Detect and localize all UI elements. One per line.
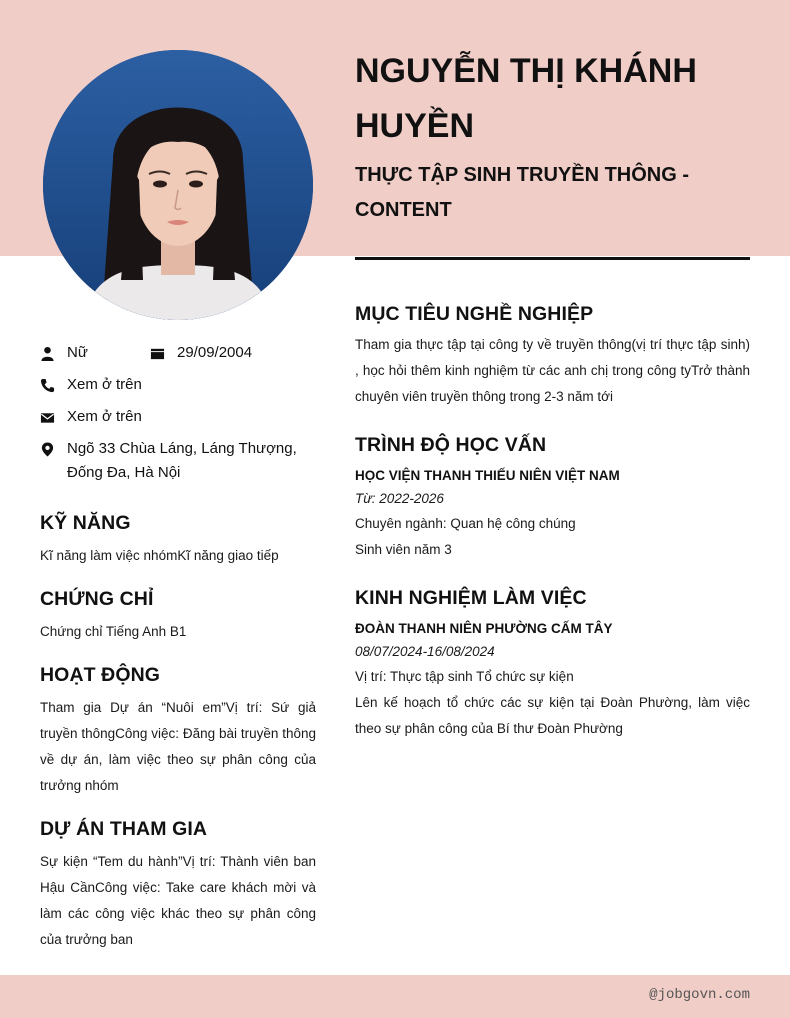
email-value: Xem ở trên: [67, 408, 142, 425]
projects-title: DỰ ÁN THAM GIA: [40, 818, 208, 840]
certificates-content: Chứng chỉ Tiếng Anh B1: [40, 624, 187, 639]
full-name: NGUYỄN THỊ KHÁNH HUYỀN: [355, 52, 697, 145]
objective-title: MỤC TIÊU NGHỀ NGHIỆP: [355, 303, 594, 325]
skills-content: Kĩ năng làm việc nhómKĩ năng giao tiếp: [40, 548, 279, 563]
education-major: Chuyên ngành: Quan hệ công chúng: [355, 516, 576, 531]
birthdate-row: [150, 341, 252, 365]
gender-row: [40, 341, 88, 365]
education-year: Sinh viên năm 3: [355, 542, 452, 557]
email-row: [40, 405, 142, 429]
education-title: TRÌNH ĐỘ HỌC VẤN: [355, 434, 547, 456]
certificates-title: CHỨNG CHỈ: [40, 588, 154, 610]
address-row: [40, 437, 325, 485]
education-school: HỌC VIỆN THANH THIẾU NIÊN VIỆT NAM: [355, 468, 620, 483]
location-pin-icon: [40, 437, 55, 461]
objective-content: Tham gia thực tập tại công ty về truyền thông(vị trí thực tập sinh) , học hỏi thêm kinh nghiệm từ các anh chị trong công tyTrở thành chuyên viên truyền thông trong 2-3 năm tới: [355, 337, 750, 404]
profile-photo: [43, 50, 313, 320]
education-period: Từ: 2022-2026: [355, 491, 444, 506]
person-icon: [40, 341, 55, 365]
gender-value: Nữ: [67, 344, 88, 361]
phone-row: [40, 373, 142, 397]
experience-title: KINH NGHIỆM LÀM VIỆC: [355, 587, 587, 609]
skills-title: KỸ NĂNG: [40, 512, 131, 534]
projects-content: Sự kiện “Tem du hành”Vị trí: Thành viên ban Hậu CầnCông việc: Take care khách mời và làm các công việc khác theo sự phân công của trưởng ban: [40, 854, 316, 947]
activities-title: HOẠT ĐỘNG: [40, 664, 161, 686]
phone-value: Xem ở trên: [67, 376, 142, 393]
header-divider: [355, 257, 750, 260]
experience-description: Lên kế hoạch tổ chức các sự kiện tại Đoàn Phường, làm việc theo sự phân công của Bí thư Đoàn Phường: [355, 695, 750, 736]
experience-period: 08/07/2024-16/08/2024: [355, 644, 495, 659]
footer-brand[interactable]: @jobgovn.com: [649, 987, 750, 1003]
calendar-icon: [150, 341, 165, 365]
address-value: Ngõ 33 Chùa Láng, Láng Thượng, Đống Đa, Hà Nội: [67, 440, 297, 481]
activities-content: Tham gia Dự án “Nuôi em”Vị trí: Sứ giả truyền thôngCông việc: Đăng bài truyền thông về dự án, làm việc theo sự phân công của trưởng nhóm: [40, 700, 316, 793]
birthdate-value: 29/09/2004: [177, 344, 253, 361]
phone-icon: [40, 373, 55, 397]
mail-icon: [40, 405, 55, 429]
experience-org: ĐOÀN THANH NIÊN PHƯỜNG CẤM TÂY: [355, 621, 613, 636]
experience-role: Vị trí: Thực tập sinh Tổ chức sự kiện: [355, 669, 574, 684]
job-position: THỰC TẬP SINH TRUYỀN THÔNG - CONTENT: [355, 164, 690, 221]
